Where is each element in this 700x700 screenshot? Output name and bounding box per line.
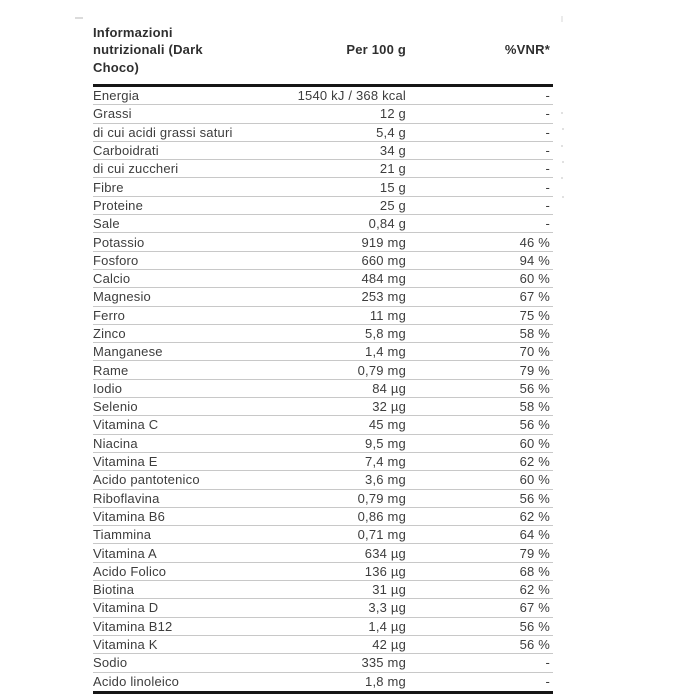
table-row bbox=[93, 544, 553, 562]
nutrient-name: Vitamina B6 bbox=[93, 508, 166, 524]
table-row bbox=[93, 252, 553, 270]
table-title: Informazioni nutrizionali (Dark Choco) bbox=[93, 24, 203, 75]
vnr-percent: 79 % bbox=[519, 362, 550, 378]
per-100g-value: 9,5 mg bbox=[365, 435, 406, 451]
table-row bbox=[93, 178, 553, 196]
nutrient-name: Acido Folico bbox=[93, 563, 167, 579]
table-row bbox=[93, 453, 553, 471]
vnr-percent: - bbox=[545, 143, 550, 159]
table-row bbox=[93, 471, 553, 489]
vnr-percent: 56 % bbox=[519, 637, 550, 653]
per-100g-value: 11 mg bbox=[369, 307, 406, 323]
per-100g-value: 0,84 g bbox=[368, 216, 406, 232]
table-row bbox=[93, 490, 553, 508]
vnr-percent: 94 % bbox=[519, 252, 550, 268]
vnr-percent: 79 % bbox=[519, 545, 550, 561]
vnr-percent: - bbox=[545, 179, 550, 195]
table-row bbox=[93, 233, 553, 251]
nutrition-rows bbox=[93, 87, 553, 694]
nutrient-name: Magnesio bbox=[93, 289, 151, 305]
table-row bbox=[93, 307, 553, 325]
nutrient-name: Potassio bbox=[93, 234, 145, 250]
vnr-percent: 56 % bbox=[519, 417, 550, 433]
nutrient-name: Manganese bbox=[93, 344, 163, 360]
vnr-percent: - bbox=[545, 197, 550, 213]
table-header-row bbox=[93, 14, 553, 87]
table-row bbox=[93, 160, 553, 178]
nutrient-name: Rame bbox=[93, 362, 129, 378]
table-row bbox=[93, 416, 553, 434]
vnr-percent: 75 % bbox=[519, 307, 550, 323]
nutrient-name: Carboidrati bbox=[93, 143, 159, 159]
per-100g-value: 3,6 mg bbox=[365, 472, 406, 488]
scan-artifact-tick bbox=[561, 16, 563, 22]
nutrient-name: Riboflavina bbox=[93, 490, 160, 506]
vnr-percent: - bbox=[545, 216, 550, 232]
table-row bbox=[93, 508, 553, 526]
table-row bbox=[93, 270, 553, 288]
table-row bbox=[93, 343, 553, 361]
table-row bbox=[93, 124, 553, 142]
table-row bbox=[93, 563, 553, 581]
nutrient-name: Selenio bbox=[93, 399, 138, 415]
per-100g-value: 919 mg bbox=[361, 234, 406, 250]
per-100g-value: 0,79 mg bbox=[357, 362, 406, 378]
table-row bbox=[93, 380, 553, 398]
per-100g-value: 253 mg bbox=[361, 289, 406, 305]
vnr-percent: 60 % bbox=[519, 472, 550, 488]
per-100g-value: 1,4 µg bbox=[368, 618, 406, 634]
per-100g-value: 0,71 mg bbox=[357, 527, 406, 543]
per-100g-value: 484 mg bbox=[361, 271, 406, 287]
vnr-percent: 60 % bbox=[519, 435, 550, 451]
column-header-vnr: %VNR* bbox=[504, 41, 550, 57]
nutrient-name: Vitamina C bbox=[93, 417, 159, 433]
vnr-percent: 62 % bbox=[519, 582, 550, 598]
nutrient-name: di cui acidi grassi saturi bbox=[93, 124, 233, 140]
table-row bbox=[93, 581, 553, 599]
table-row bbox=[93, 526, 553, 544]
nutrition-table bbox=[93, 14, 553, 694]
vnr-percent: 62 % bbox=[519, 508, 550, 524]
nutrient-name: Zinco bbox=[93, 326, 126, 341]
per-100g-value: 1,8 mg bbox=[365, 674, 406, 690]
table-row bbox=[93, 325, 553, 343]
vnr-percent: 67 % bbox=[519, 289, 550, 305]
scan-artifact-dot bbox=[561, 177, 563, 179]
nutrient-name: Acido pantotenico bbox=[93, 472, 200, 488]
nutrient-name: Vitamina D bbox=[93, 600, 159, 616]
vnr-percent: 64 % bbox=[519, 527, 550, 543]
vnr-percent: 56 % bbox=[519, 380, 550, 396]
per-100g-value: 15 g bbox=[379, 179, 406, 195]
column-header-per-100g: Per 100 g bbox=[346, 41, 406, 57]
per-100g-value: 84 µg bbox=[372, 380, 406, 396]
vnr-percent: - bbox=[545, 124, 550, 140]
nutrient-name: Iodio bbox=[93, 380, 123, 396]
per-100g-value: 660 mg bbox=[361, 252, 406, 268]
vnr-percent: 56 % bbox=[519, 490, 550, 506]
nutrient-name: Proteine bbox=[93, 197, 144, 213]
nutrient-name: Grassi bbox=[93, 106, 132, 122]
vnr-percent: 70 % bbox=[519, 344, 550, 360]
per-100g-value: 5,4 g bbox=[376, 124, 406, 140]
per-100g-value: 32 µg bbox=[372, 399, 406, 415]
nutrient-name: Fibre bbox=[93, 179, 124, 195]
per-100g-value: 31 µg bbox=[372, 582, 406, 598]
table-row bbox=[93, 636, 553, 654]
vnr-percent: 68 % bbox=[519, 563, 550, 579]
per-100g-value: 1,4 mg bbox=[365, 344, 406, 360]
vnr-percent: 67 % bbox=[519, 600, 550, 616]
vnr-percent: - bbox=[545, 106, 550, 122]
vnr-percent: 58 % bbox=[519, 399, 550, 415]
per-100g-value: 21 g bbox=[379, 161, 406, 177]
vnr-percent: - bbox=[545, 161, 550, 177]
scan-artifact-dot bbox=[562, 128, 564, 130]
per-100g-value: 34 g bbox=[379, 143, 406, 159]
scan-artifact-dot bbox=[562, 196, 564, 198]
nutrient-name: Acido linoleico bbox=[93, 674, 180, 690]
nutrient-name: Energia bbox=[93, 88, 140, 104]
nutrient-name: Ferro bbox=[93, 307, 126, 323]
per-100g-value: 0,86 mg bbox=[357, 508, 406, 524]
nutrient-name: Niacina bbox=[93, 435, 138, 451]
table-row bbox=[93, 361, 553, 379]
per-100g-value: 25 g bbox=[379, 197, 406, 213]
table-row bbox=[93, 673, 553, 691]
nutrient-name: Vitamina A bbox=[93, 545, 157, 561]
table-row bbox=[93, 288, 553, 306]
table-row bbox=[93, 599, 553, 617]
per-100g-value: 634 µg bbox=[364, 545, 406, 561]
vnr-percent: - bbox=[545, 655, 550, 671]
per-100g-value: 45 mg bbox=[368, 417, 406, 433]
table-row bbox=[93, 618, 553, 636]
nutrient-name: Calcio bbox=[93, 271, 131, 287]
table-row bbox=[93, 142, 553, 160]
scan-artifact-dot bbox=[561, 145, 563, 147]
table-row bbox=[93, 197, 553, 215]
table-row bbox=[93, 105, 553, 123]
nutrient-name: Fosforo bbox=[93, 252, 139, 268]
table-row bbox=[93, 87, 553, 105]
table-row bbox=[93, 215, 553, 233]
vnr-percent: - bbox=[545, 88, 550, 104]
nutrient-name: Sodio bbox=[93, 655, 128, 671]
per-100g-value: 3,3 µg bbox=[368, 600, 406, 616]
per-100g-value: 12 g bbox=[379, 106, 406, 122]
per-100g-value: 5,8 mg bbox=[365, 326, 406, 341]
vnr-percent: 62 % bbox=[519, 454, 550, 470]
vnr-percent: - bbox=[545, 674, 550, 690]
per-100g-value: 7,4 mg bbox=[365, 454, 406, 470]
per-100g-value: 1540 kJ / 368 kcal bbox=[297, 88, 406, 104]
vnr-percent: 58 % bbox=[519, 326, 550, 341]
per-100g-value: 0,79 mg bbox=[357, 490, 406, 506]
vnr-percent: 46 % bbox=[519, 234, 550, 250]
nutrient-name: Tiammina bbox=[93, 527, 152, 543]
nutrient-name: Vitamina B12 bbox=[93, 618, 173, 634]
scan-artifact-dot bbox=[561, 112, 563, 114]
table-row bbox=[93, 435, 553, 453]
nutrient-name: Biotina bbox=[93, 582, 135, 598]
scan-artifact-dot bbox=[562, 161, 564, 163]
per-100g-value: 136 µg bbox=[364, 563, 406, 579]
table-row bbox=[93, 654, 553, 672]
nutrient-name: di cui zuccheri bbox=[93, 161, 179, 177]
per-100g-value: 335 mg bbox=[361, 655, 406, 671]
scan-artifact-dash bbox=[75, 17, 83, 19]
nutrient-name: Vitamina E bbox=[93, 454, 158, 470]
per-100g-value: 42 µg bbox=[372, 637, 406, 653]
nutrient-name: Sale bbox=[93, 216, 120, 232]
vnr-percent: 60 % bbox=[519, 271, 550, 287]
nutrient-name: Vitamina K bbox=[93, 637, 158, 653]
vnr-percent: 56 % bbox=[519, 618, 550, 634]
table-row bbox=[93, 398, 553, 416]
